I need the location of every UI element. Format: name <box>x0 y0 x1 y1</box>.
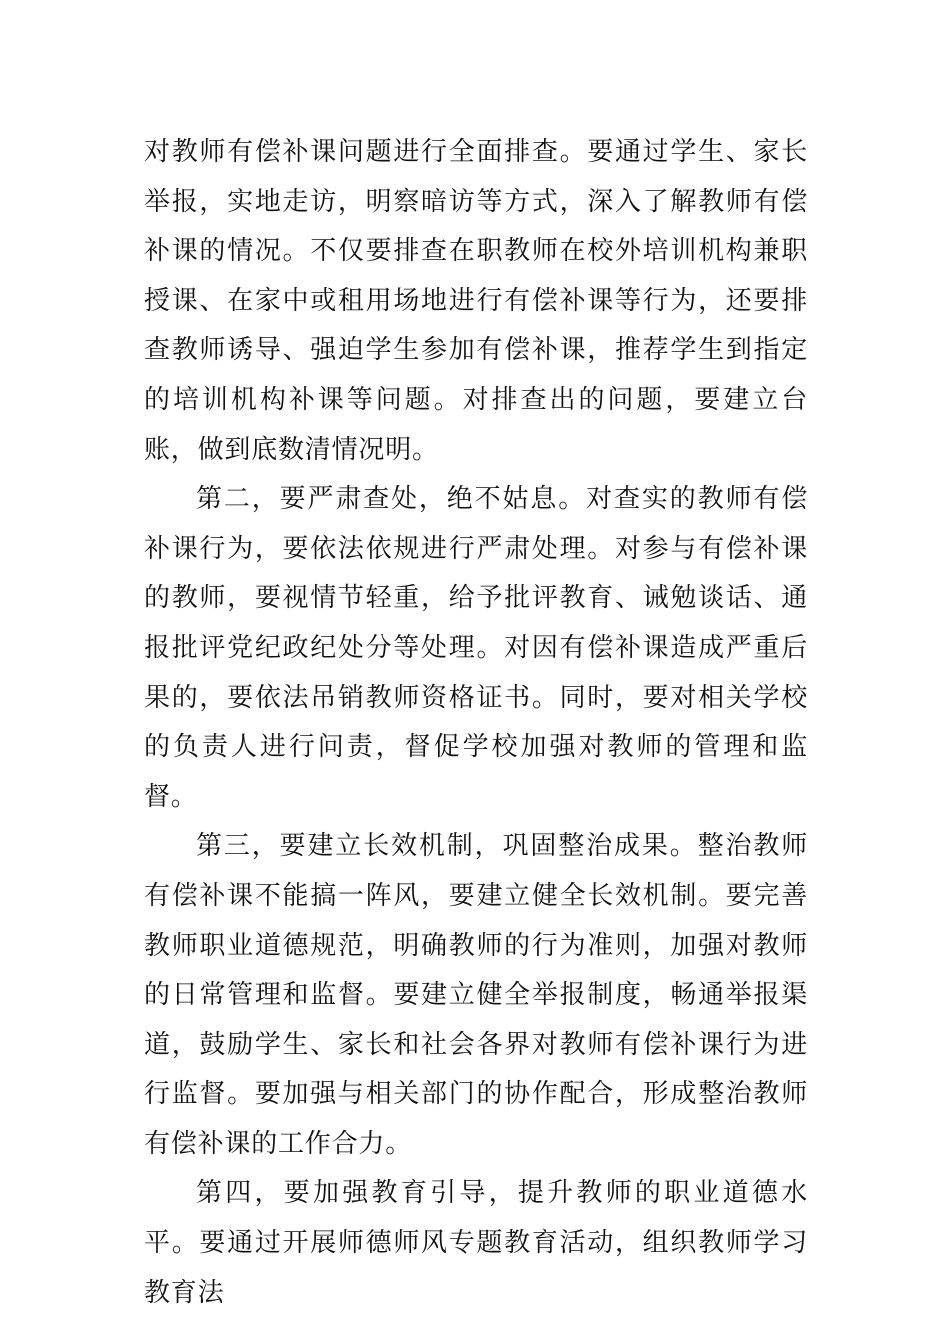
paragraph-fourth-point: 第四，要加强教育引导，提升教师的职业道德水平。要通过开展师德师风专题教育活动，组织教师学习教育法 <box>144 1178 808 1308</box>
paragraph-third-point: 第三，要建立长效机制，巩固整治成果。整治教师有偿补课不能搞一阵风，要建立健全长效机制。要完善教师职业道德规范，明确教师的行为准则，加强对教师的日常管理和监督。要建立健全举报制度，畅通举报渠道，鼓励学生、家长和社会各界对教师有偿补课行为进行监督。要加强与相关部门的协作配合，形成整治教师有偿补课的工作合力。 <box>144 831 808 1159</box>
paragraph-second-point: 第二，要严肃查处，绝不姑息。对查实的教师有偿补课行为，要依法依规进行严肃处理。对参与有偿补课的教师，要视情节轻重，给予批评教育、诫勉谈话、通报批评党纪政纪处分等处理。对因有偿补课造成严重后果的，要依法吊销教师资格证书。同时，要对相关学校的负责人进行问责，督促学校加强对教师的管理和监督。 <box>144 484 808 812</box>
document-page <box>144 128 808 1308</box>
paragraph-continuation: 对教师有偿补课问题进行全面排查。要通过学生、家长举报，实地走访，明察暗访等方式，深入了解教师有偿补课的情况。不仅要排查在职教师在校外培训机构兼职授课、在家中或租用场地进行有偿补课等行为，还要排查教师诱导、强迫学生参加有偿补课，推荐学生到指定的培训机构补课等问题。对排查出的问题，要建立台账，做到底数清情况明。 <box>144 137 808 465</box>
